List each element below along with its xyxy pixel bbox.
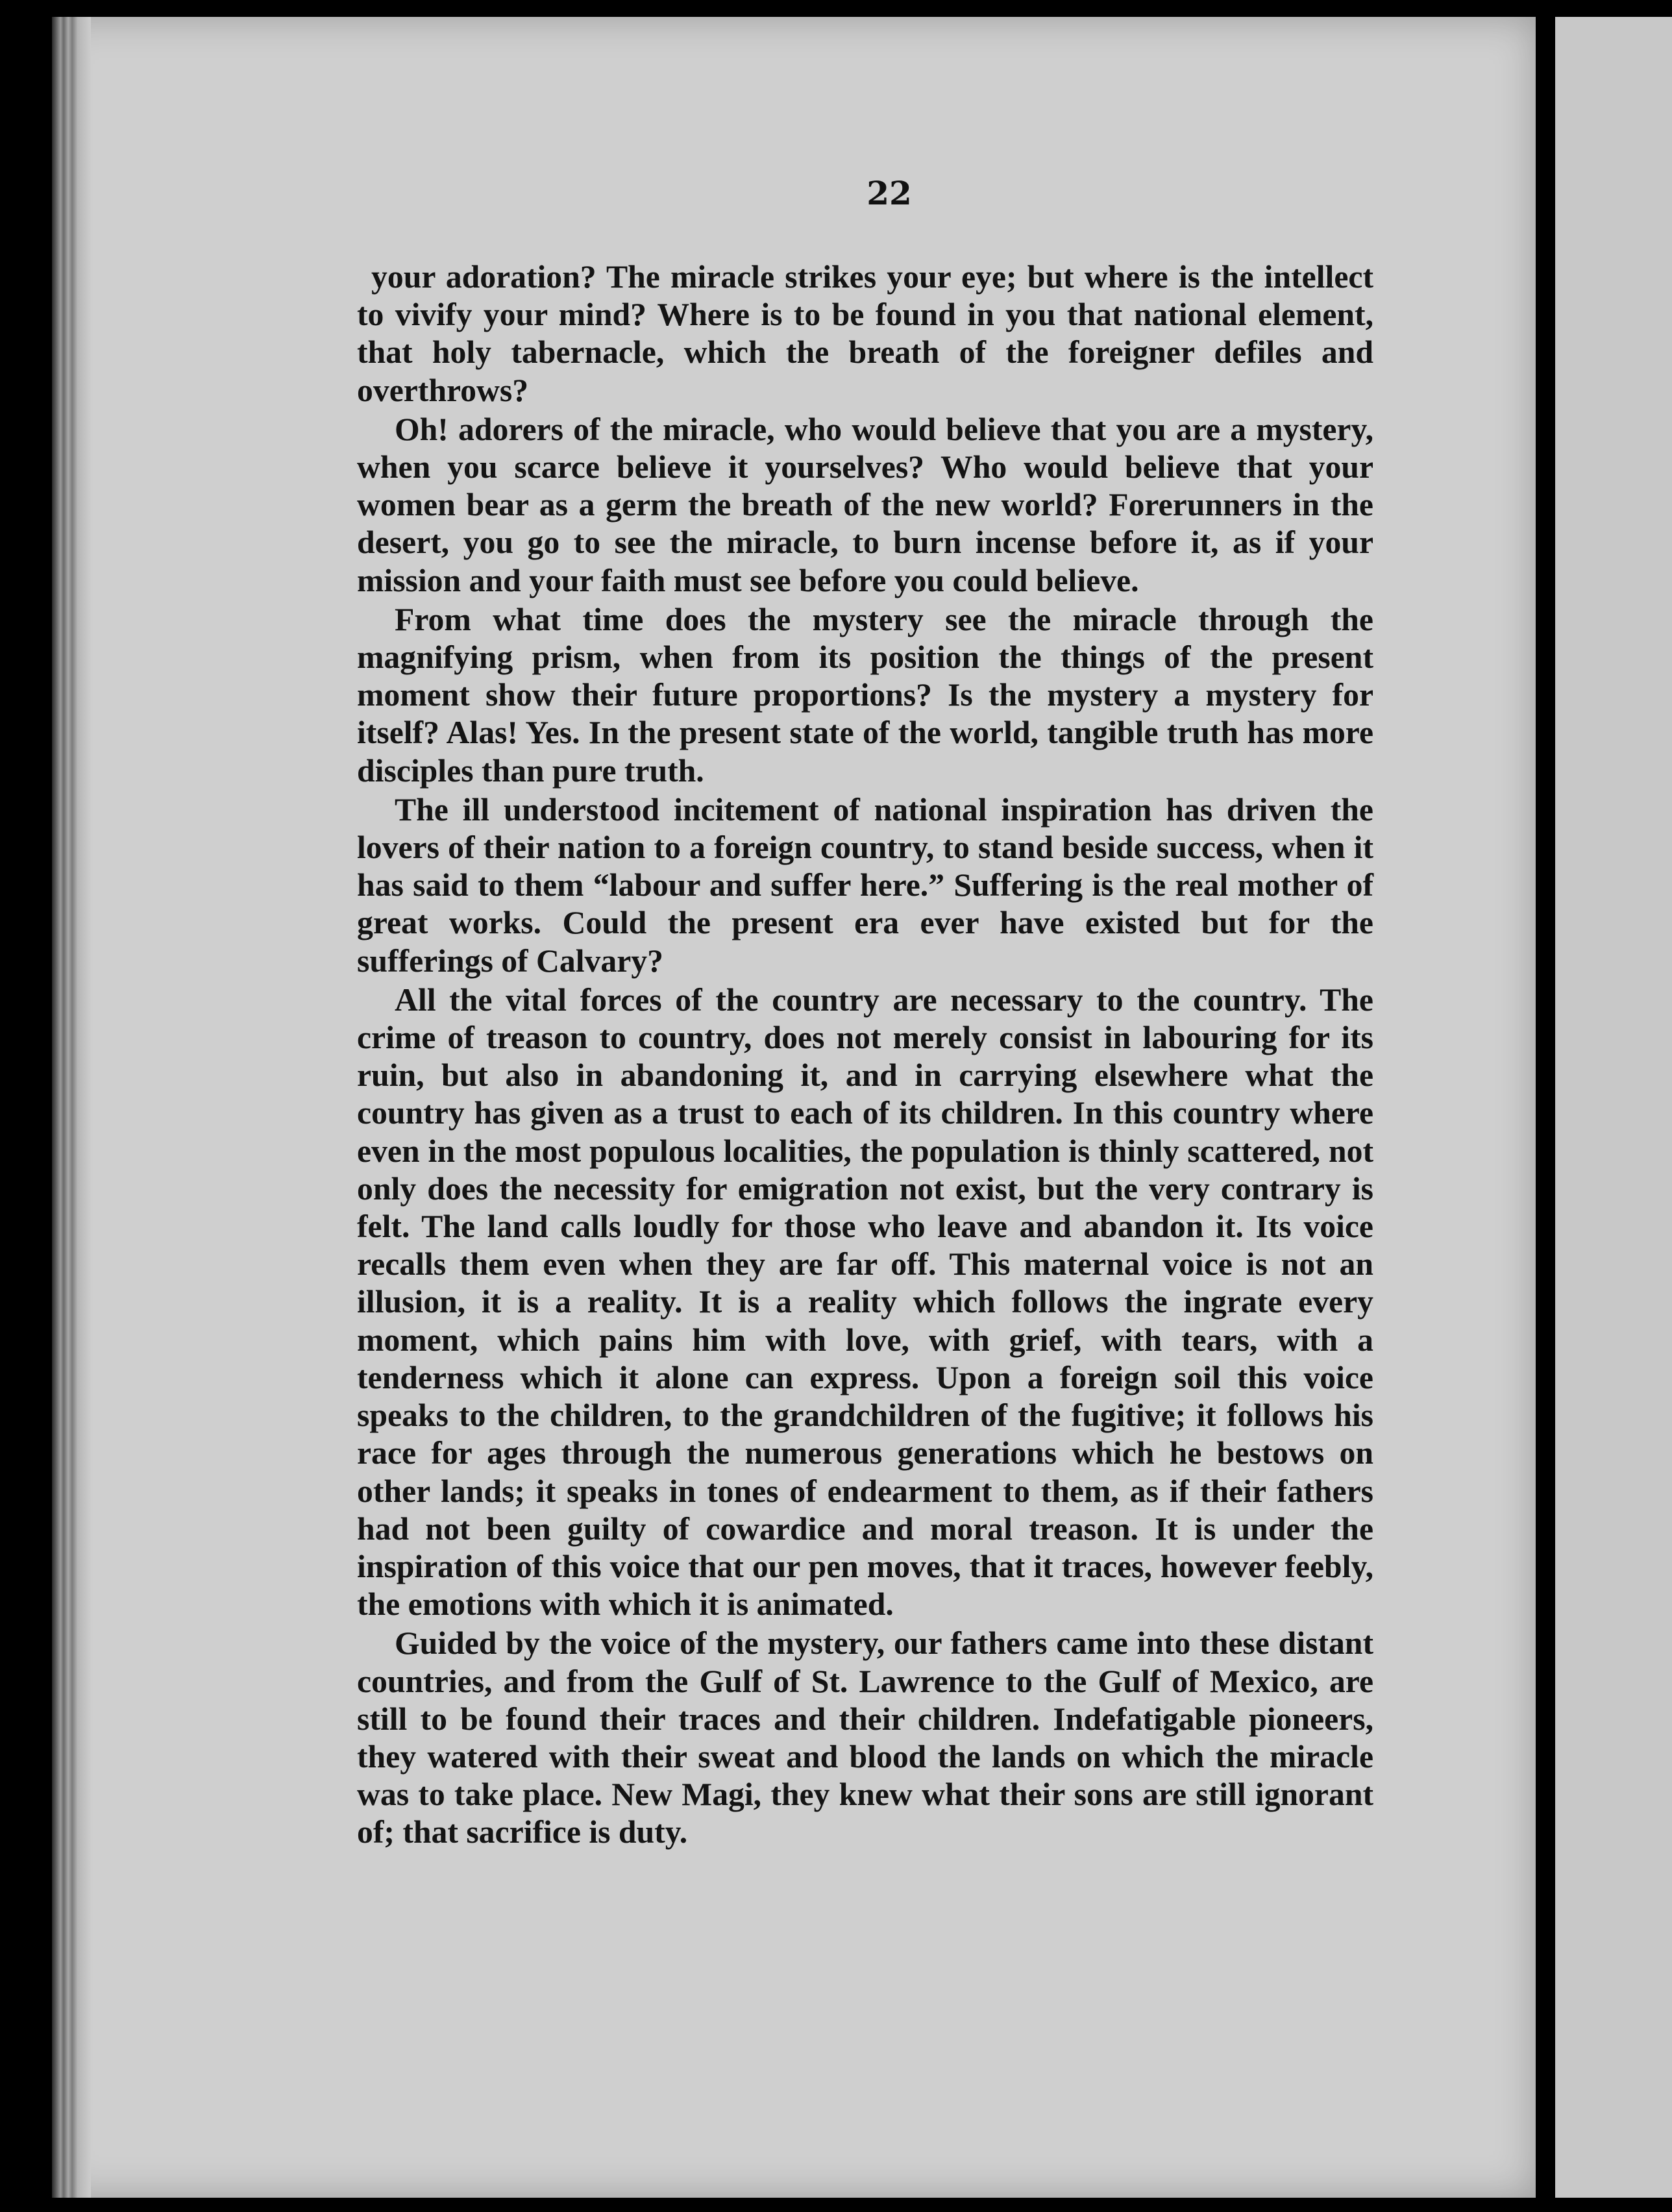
adjacent-page-edge [1555,17,1672,2198]
paragraph: your adoration? The miracle strikes your eye; but where is the intellect to vivify your mind? Where is to be found in you that national element, that holy tabernacle, which the breath of the foreigner defiles and overthrows? [357,259,1373,408]
paragraph: Oh! adorers of the miracle, who would believe that you are a mystery, when you scarce believe it yourselves? Who would believe that your women bear as a germ the breath of the new world? Forerunners in the desert, you go to see the miracle, to burn incense before it, as if your mission and your faith must see before you could believe. [357,411,1373,598]
paragraph: The ill understood incitement of national inspiration has driven the lovers of their nation to a foreign country, to stand beside success, when it has said to them “labour and suffer here.” Suffering is the real mother of great works. Could the present era ever have existed but for the sufferings of Calvary? [357,791,1373,979]
book-spine [52,17,91,2198]
page-number: 22 [867,174,912,212]
paragraph: All the vital forces of the country are necessary to the country. The crime of treason to country, does not merely consist in labouring for its ruin, but also in abandoning it, and in carrying elsewhere what the country has given as a trust to each of its children. In this country where even in the most populous localities, the population is thinly scattered, not only does the necessity for emigration not exist, but the very contrary is felt. The land calls loudly for those who leave and abandon it. Its voice recalls them even when they are far off. This maternal voice is not an illusion, it is a reality. It is a reality which follows the ingrate every moment, which pains him with love, with grief, with tears, with a tenderness which it alone can express. Upon a foreign soil this voice speaks to the children, to the grandchildren of the fugitive; it follows his race for ages through the numerous generations which he bestows on other lands; it speaks in tones of endearment to them, as if their fathers had not been guilty of cowardice and moral treason. It is under the inspiration of this voice that our pen moves, that it traces, however feebly, the emotions with which it is animated. [357,981,1373,1623]
book-page [52,17,1536,2198]
paragraph: Guided by the voice of the mystery, our fathers came into these distant countries, and from the Gulf of St. Lawrence to the Gulf of Mexico, are still to be found their traces and their children. Indefatigable pioneers, they watered with their sweat and blood the lands on which the miracle was to take place. New Magi, they knew what their sons are still ignorant of; that sacrifice is duty. [357,1625,1373,1850]
paragraph: From what time does the mystery see the miracle through the magnifying prism, when from its position the things of the present moment show their future proportions? Is the mystery a mystery for itself? Alas! Yes. In the present state of the world, tangible truth has more disciples than pure truth. [357,601,1373,789]
body-text [357,258,1373,1852]
